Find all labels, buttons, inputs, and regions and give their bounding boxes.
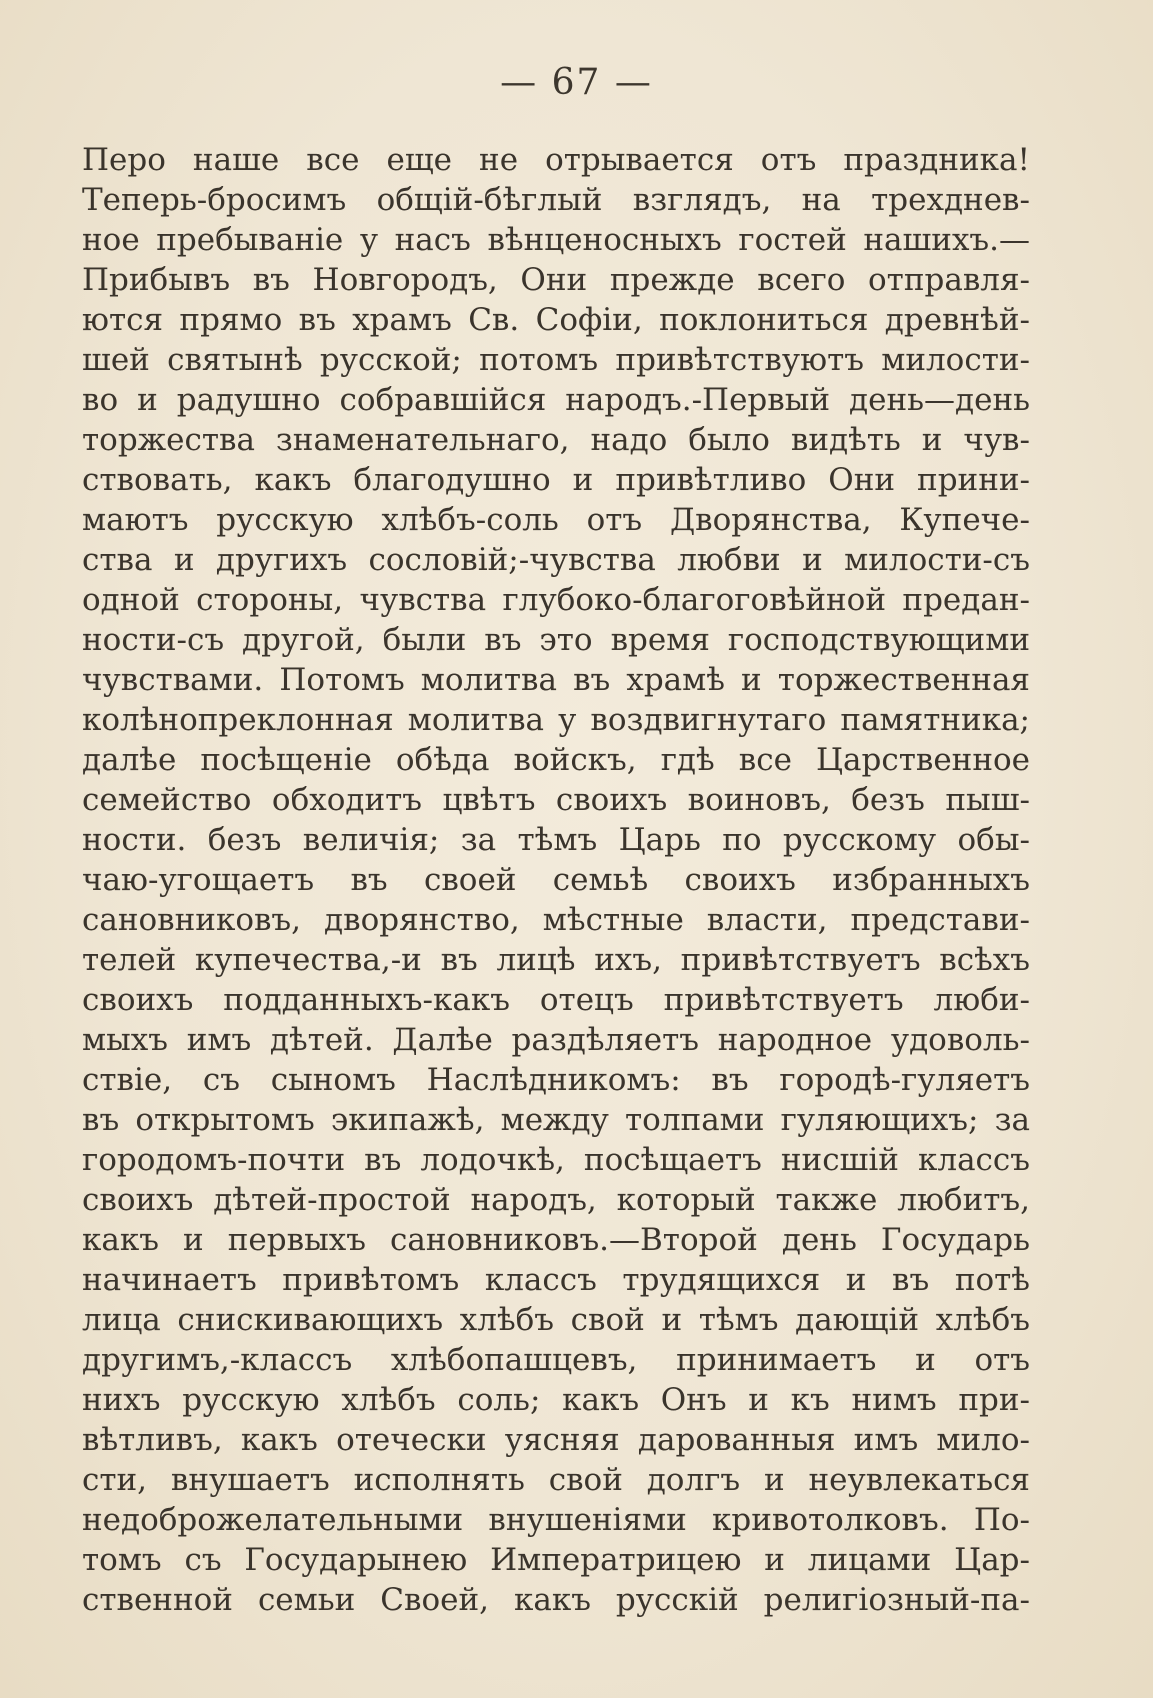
- text-line: сановниковъ, дворянство, мѣстные власти, представи-: [82, 902, 1030, 938]
- text-line: нихъ русскую хлѣбъ соль; какъ Онъ и къ нимъ при-: [82, 1382, 1030, 1418]
- text-line: сти, внушаетъ исполнять свой долгъ и неувлекаться: [82, 1462, 1030, 1498]
- text-line: ственной семьи Своей, какъ русскій религіозный-па-: [82, 1582, 1030, 1618]
- page-number: — 67 —: [500, 62, 653, 103]
- text-line: ются прямо въ храмъ Св. Софіи, поклониться древнѣй-: [82, 302, 1030, 338]
- text-line: лица снискивающихъ хлѣбъ свой и тѣмъ дающій хлѣбъ: [82, 1302, 1030, 1338]
- text-line: ное пребываніе у насъ вѣнценосныхъ гостей нашихъ.—: [82, 222, 1030, 258]
- text-line: одной стороны, чувства глубоко-благоговѣйной предан-: [82, 582, 1030, 618]
- text-line: начинаетъ привѣтомъ классъ трудящихся и въ потѣ: [82, 1262, 1030, 1298]
- text-line: семейство обходитъ цвѣтъ своихъ воиновъ, безъ пыш-: [82, 782, 1030, 818]
- text-line: какъ и первыхъ сановниковъ.—Второй день Государь: [82, 1222, 1030, 1258]
- text-line: телей купечества,-и въ лицѣ ихъ, привѣтствуетъ всѣхъ: [82, 942, 1030, 978]
- text-line: колѣнопреклонная молитва у воздвигнутаго памятника;: [82, 702, 1030, 738]
- text-line: мыхъ имъ дѣтей. Далѣе раздѣляетъ народное удоволь-: [82, 1022, 1030, 1058]
- text-line: во и радушно собравшійся народъ.-Первый день—день: [82, 382, 1030, 418]
- text-line: шей святынѣ русской; потомъ привѣтствуютъ милости-: [82, 342, 1030, 378]
- text-line: своихъ дѣтей-простой народъ, который также любитъ,: [82, 1182, 1030, 1218]
- text-line: чаю-угощаетъ въ своей семьѣ своихъ избранныхъ: [82, 862, 1030, 898]
- text-line: Перо наше все еще не отрывается отъ праздника!: [82, 142, 1030, 178]
- text-line: ности-съ другой, были въ это время господствующими: [82, 622, 1030, 658]
- text-line: чувствами. Потомъ молитва въ храмѣ и торжественная: [82, 662, 1030, 698]
- text-line: вѣтливъ, какъ отечески уясняя дарованныя имъ мило-: [82, 1422, 1030, 1458]
- text-line: своихъ подданныхъ-какъ отецъ привѣтствуетъ люби-: [82, 982, 1030, 1018]
- text-line: ства и другихъ сословій;-чувства любви и милости-съ: [82, 542, 1030, 578]
- body-text: [82, 140, 1030, 1620]
- text-line: ствовать, какъ благодушно и привѣтливо Они прини-: [82, 462, 1030, 498]
- text-line: другимъ,-классъ хлѣбопашцевъ, принимаетъ и отъ: [82, 1342, 1030, 1378]
- text-line: далѣе посѣщеніе обѣда войскъ, гдѣ все Царственное: [82, 742, 1030, 778]
- text-line: городомъ-почти въ лодочкѣ, посѣщаетъ нисшій классъ: [82, 1142, 1030, 1178]
- text-line: ствіе, съ сыномъ Наслѣдникомъ: въ городѣ-гуляетъ: [82, 1062, 1030, 1098]
- text-line: Теперь-бросимъ общій-бѣглый взглядъ, на трехднев-: [82, 182, 1030, 218]
- text-line: торжества знаменательнаго, надо было видѣть и чув-: [82, 422, 1030, 458]
- text-line: томъ съ Государынею Императрицею и лицами Цар-: [82, 1542, 1030, 1578]
- text-line: маютъ русскую хлѣбъ-соль отъ Дворянства, Купече-: [82, 502, 1030, 538]
- text-line: Прибывъ въ Новгородъ, Они прежде всего отправля-: [82, 262, 1030, 298]
- text-line: ности. безъ величія; за тѣмъ Царь по русскому обы-: [82, 822, 1030, 858]
- text-line: въ открытомъ экипажѣ, между толпами гуляющихъ; за: [82, 1102, 1030, 1138]
- text-line: недоброжелательными внушеніями кривотолковъ. По-: [82, 1502, 1030, 1538]
